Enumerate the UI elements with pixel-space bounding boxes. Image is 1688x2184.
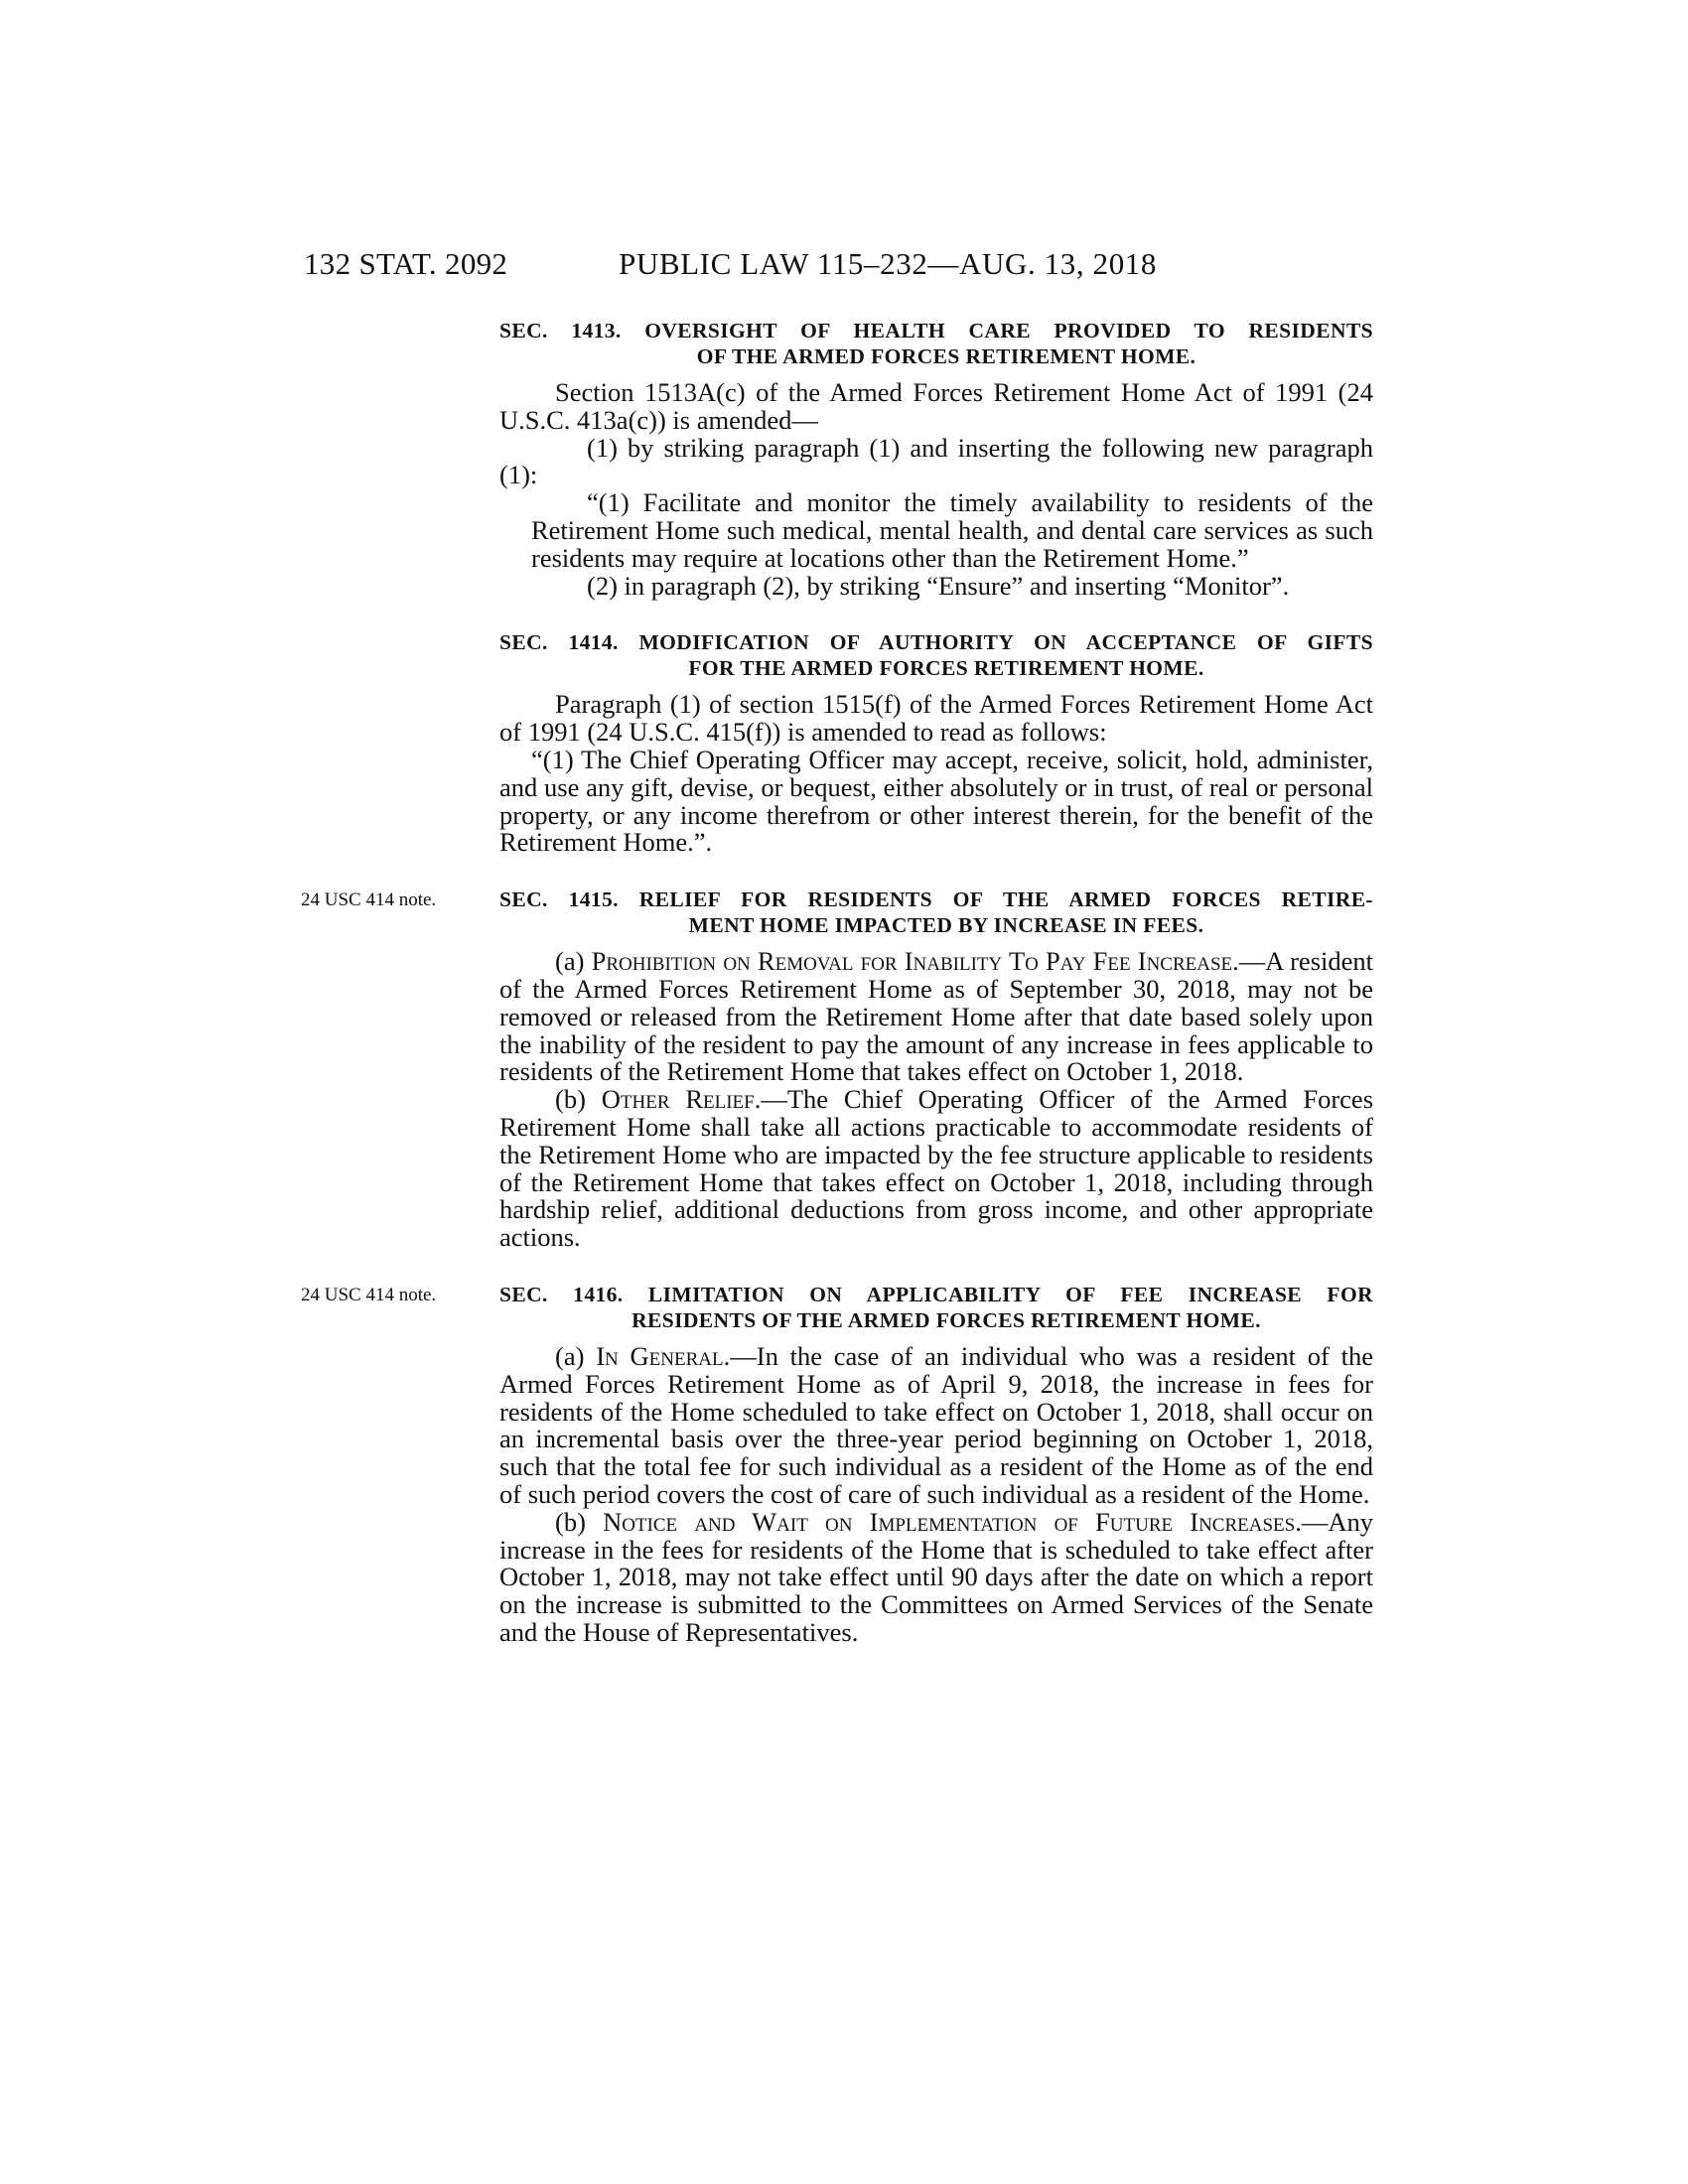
subsection-paragraph: (a) In General.—In the case of an individual who was a resident of the Armed Forces Retirement Home as of April 9, 2018, the increase in fees for residents of the Home scheduled to take effect on October 1, 2018, shall occur on an incremental basis over the three-year period beginning on October 1, 2018, such that the total fee for such individual as a resident of the Home as of the end of such period covers the cost of care of such individual as a resident of the Home. (499, 1340, 1373, 1509)
margin-note: 24 USC 414 note. (301, 889, 437, 911)
section-heading (499, 318, 1373, 369)
quoted-paragraph: “(1) The Chief Operating Officer may accept, receive, solicit, hold, administer, and use any gift, devise, or bequest, either absolutely or in trust, of real or personal property, or any income therefrom or other interest therein, for the benefit of the Retirement Home.”. (499, 744, 1373, 858)
section-1415 (301, 887, 1374, 1253)
subsection-paragraph: (a) Prohibition on Removal for Inability To Pay Fee Increase.—A resident of the Armed Forces Retirement Home as of September 30, 2018, may not be removed or released from the Retirement Home after that date based solely upon the inability of the resident to pay the amount of any increase in fees applicable to residents of the Retirement Home that takes effect on October 1, 2018. (499, 946, 1373, 1087)
public-law-citation: PUBLIC LAW 115–232—AUG. 13, 2018 (619, 246, 1157, 281)
section-heading (499, 629, 1373, 681)
section-heading-line-1: SEC. 1415. RELIEF FOR RESIDENTS OF THE ARMED FORCES RETIRE- (499, 887, 1373, 912)
section-1413 (499, 318, 1373, 600)
margin-note: 24 USC 414 note. (301, 1284, 437, 1305)
section-heading-line-2: MENT HOME IMPACTED BY INCREASE IN FEES. (688, 913, 1204, 938)
subsection-paragraph: (b) Other Relief.—The Chief Operating Officer of the Armed Forces Retirement Home shall take all actions practicable to accommodate residents of the Retirement Home who are impacted by the fee structure applicable to residents of the Retirement Home that takes effect on October 1, 2018, including through hardship relief, additional deductions from gross income, and other appropriate actions. (499, 1084, 1374, 1253)
amendment-paragraph: (1) by striking paragraph (1) and inserting the following new paragraph (1): (499, 432, 1373, 490)
section-heading-line-1: SEC. 1414. MODIFICATION OF AUTHORITY ON ACCEPTANCE OF GIFTS (499, 630, 1373, 655)
subsection-caption: In General. (596, 1340, 731, 1371)
statutes-citation: 132 STAT. 2092 (304, 246, 508, 281)
section-heading-line-1: SEC. 1413. OVERSIGHT OF HEALTH CARE PROVIDED TO RESIDENTS (499, 319, 1373, 342)
section-heading-line-1: SEC. 1416. LIMITATION ON APPLICABILITY OF FEE INCREASE FOR (499, 1282, 1373, 1306)
main-text-column (301, 318, 1374, 1647)
quoted-paragraph: “(1) Facilitate and monitor the timely availability to residents of the Retirement Home such medical, mental health, and dental care services as such residents may require at locations other than the Retirement Home.” (531, 487, 1373, 573)
subsection-caption: Notice and Wait on Implementation of Future Increases. (603, 1506, 1302, 1537)
section-heading-line-2: OF THE ARMED FORCES RETIREMENT HOME. (696, 344, 1196, 368)
page-header (0, 246, 1688, 286)
subsection-caption: Prohibition on Removal for Inability To Pay Fee Increase. (591, 946, 1239, 977)
section-heading (499, 887, 1373, 938)
subsection-paragraph: (b) Notice and Wait on Implementation of Future Increases.—Any increase in the fees for residents of the Home that is scheduled to take effect after October 1, 2018, may not take effect until 90 days after the date on which a report on the increase is submitted to the Committees on Armed Services of the Senate and the House of Representatives. (499, 1506, 1373, 1647)
section-heading (499, 1282, 1373, 1333)
section-paragraph: Paragraph (1) of section 1515(f) of the Armed Forces Retirement Home Act of 1991 (24 U.S.C. 415(f)) is amended to read as follows: (499, 689, 1373, 748)
section-1416 (301, 1282, 1373, 1647)
section-1414 (499, 629, 1373, 857)
section-paragraph: Section 1513A(c) of the Armed Forces Retirement Home Act of 1991 (24 U.S.C. 413a(c)) is amended— (499, 377, 1373, 435)
amendment-paragraph: (2) in paragraph (2), by striking “Ensure” and inserting “Monitor”. (587, 570, 1290, 601)
section-heading-line-2: FOR THE ARMED FORCES RETIREMENT HOME. (688, 656, 1204, 681)
section-heading-line-2: RESIDENTS OF THE ARMED FORCES RETIREMENT HOME. (632, 1307, 1261, 1332)
subsection-caption: Other Relief. (601, 1084, 762, 1115)
